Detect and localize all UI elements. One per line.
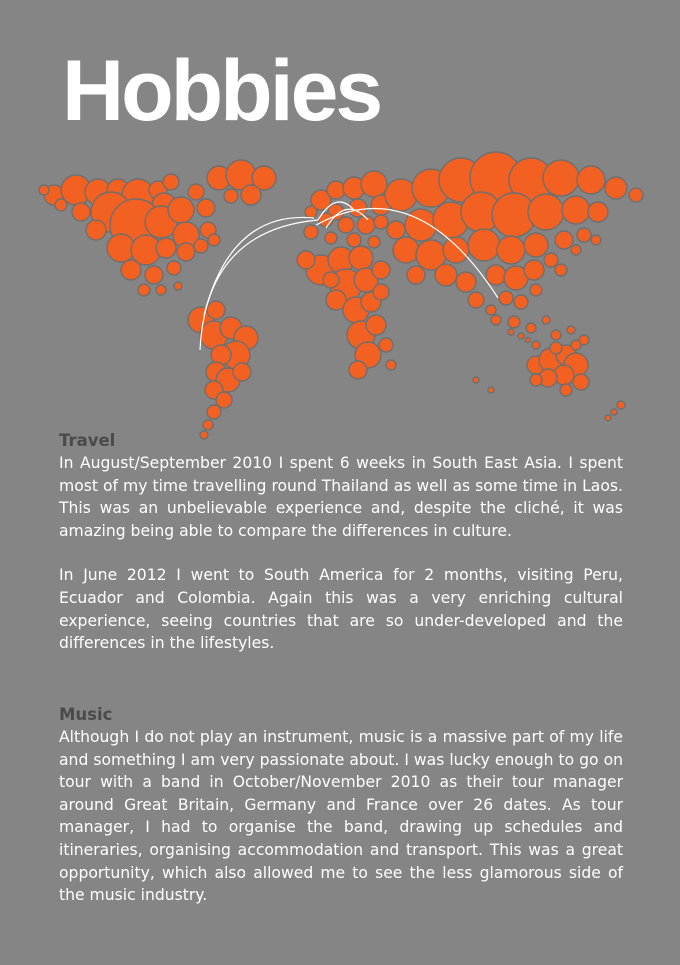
map-bubble (544, 253, 558, 267)
map-bubble (197, 199, 215, 217)
map-bubble (468, 292, 484, 308)
map-bubble (374, 215, 388, 229)
map-bubble (305, 206, 317, 218)
world-map-icon (36, 150, 646, 440)
map-bubble (530, 284, 542, 296)
map-bubble (368, 236, 380, 248)
map-bubble (347, 233, 361, 247)
map-bubble (338, 217, 354, 233)
map-bubble (550, 342, 562, 354)
map-bubble (591, 235, 601, 245)
map-bubble (168, 197, 194, 223)
map-bubble (508, 316, 520, 328)
map-bubble (468, 229, 500, 261)
map-bubble (456, 272, 476, 292)
map-bubble (138, 284, 150, 296)
map-bubble (497, 236, 525, 264)
map-bubble (473, 377, 479, 383)
map-bubble (203, 420, 213, 430)
map-bubble (543, 160, 579, 196)
map-bubble (207, 405, 221, 419)
map-bubble (555, 264, 567, 276)
map-bubble (551, 330, 561, 340)
map-bubble (387, 221, 405, 239)
map-bubble (488, 387, 494, 393)
map-bubble (524, 260, 544, 280)
map-bubble (86, 220, 106, 240)
map-bubble (524, 233, 548, 257)
map-bubble (233, 363, 251, 381)
map-bubble (443, 237, 469, 263)
map-bubble (629, 188, 643, 202)
map-bubble (542, 316, 550, 324)
map-bubble (528, 194, 564, 230)
map-bubble (573, 374, 589, 390)
travel-paragraph-2: In June 2012 I went to South America for 2 months, visiting Peru, Ecuador and Colombia. Again this was a very enriching cultural experience, seeing countries that are so under-developed and the differences in the lifestyles. (59, 566, 623, 653)
map-bubble (373, 284, 389, 300)
map-bubble (216, 392, 232, 408)
map-bubble (532, 341, 540, 349)
map-bubble (366, 315, 386, 335)
map-bubble (617, 401, 625, 409)
map-bubble (530, 374, 542, 386)
page-title: Hobbies (62, 43, 381, 139)
map-bubble (55, 199, 67, 211)
map-bubble (577, 166, 605, 194)
map-bubble (323, 272, 339, 288)
map-bubble (121, 260, 141, 280)
map-bubble (605, 415, 611, 421)
map-bubble (325, 232, 337, 244)
map-bubble (486, 305, 496, 315)
map-bubble (297, 251, 315, 269)
map-bubble (491, 315, 501, 325)
music-section (59, 704, 623, 907)
map-bubble (571, 245, 581, 255)
travel-section (59, 430, 623, 655)
map-bubble (560, 384, 572, 396)
map-bubble (72, 203, 90, 221)
map-bubble (327, 181, 345, 199)
map-bubble (486, 265, 506, 285)
map-bubble (526, 338, 531, 343)
travel-route-arc (204, 217, 314, 315)
map-bubble (188, 184, 204, 200)
music-paragraph-1: Although I do not play an instrument, music is a massive part of my life and something I am very passionate about. I was lucky enough to go on tour with a band in October/November 2010 as their tour manager around Great Britain, Germany and France over 26 dates. As tour manager, I had to organise the band, drawing up schedules and itineraries, organising accommodation and transport. This was a great opportunity, which also allowed me to see the less glamorous side of the music industry. (59, 728, 623, 905)
map-bubble (526, 323, 536, 333)
map-bubble (207, 301, 225, 319)
map-bubble (588, 202, 608, 222)
map-bubble (611, 409, 617, 415)
map-bubble (571, 340, 581, 350)
map-bubble (145, 266, 163, 284)
map-bubble (224, 189, 238, 203)
map-bubble (514, 295, 528, 309)
map-bubble (407, 266, 425, 284)
map-bubble (372, 261, 390, 279)
map-bubble (361, 171, 387, 197)
map-bubble (393, 237, 419, 263)
map-bubble (156, 238, 176, 258)
map-bubble (163, 174, 179, 190)
map-bubble (405, 209, 437, 241)
map-bubble (499, 291, 513, 305)
map-bubble (349, 361, 367, 379)
world-map-land (39, 152, 643, 439)
map-bubble (435, 264, 457, 286)
map-bubble (605, 177, 627, 199)
map-bubble (304, 225, 318, 239)
map-bubble (518, 333, 524, 339)
map-bubble (241, 185, 261, 205)
map-bubble (577, 228, 591, 242)
travel-heading: Travel (59, 431, 116, 450)
music-heading: Music (59, 705, 113, 724)
map-bubble (567, 326, 575, 334)
map-bubble (167, 261, 181, 275)
map-bubble (208, 234, 220, 246)
travel-paragraph-1: In August/September 2010 I spent 6 weeks in South East Asia. I spent most of my time travelling round Thailand as well as some time in Laos. This was an unbelievable experience and, despite the cliché, it was amazing being able to compare the differences in culture. (59, 454, 623, 540)
map-bubble (194, 239, 208, 253)
map-bubble (555, 231, 573, 249)
map-bubble (156, 285, 166, 295)
map-bubble (39, 185, 49, 195)
map-bubble (349, 246, 373, 270)
map-bubble (177, 243, 195, 261)
map-bubble (379, 338, 393, 352)
map-bubble (386, 360, 396, 370)
map-bubble (508, 329, 514, 335)
map-bubble (562, 196, 590, 224)
map-bubble (174, 282, 182, 290)
